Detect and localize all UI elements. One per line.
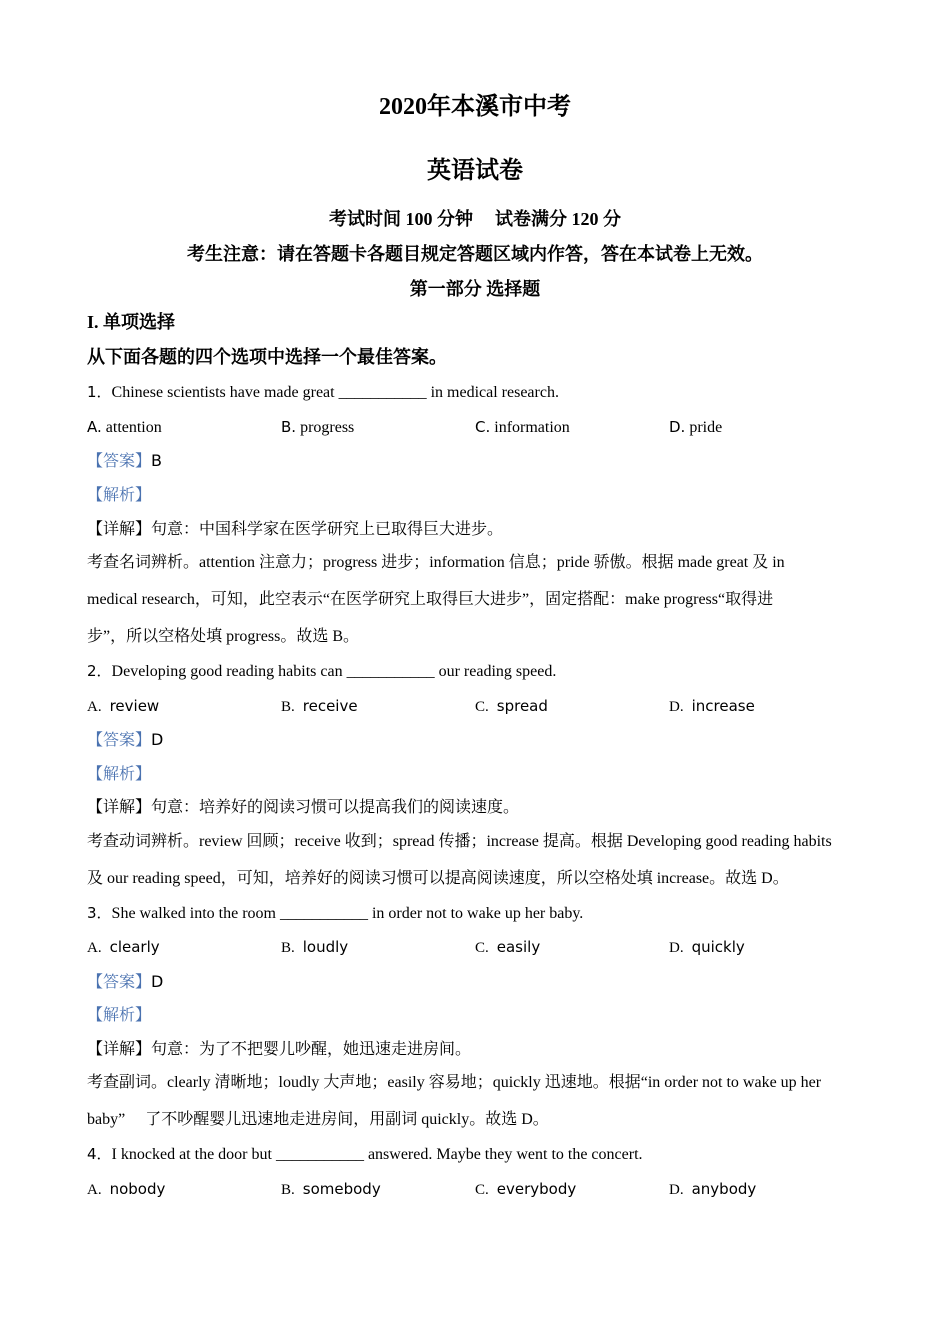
question-4-stem	[87, 1143, 643, 1166]
question-1-explanation-line: 考查名词辨析。attention 注意力；progress 进步；information 信息；pride 骄傲。根据 made great 及 in	[87, 554, 785, 571]
question-4-option-c[interactable]: C. everybody	[475, 1180, 577, 1198]
question-2-option-c[interactable]: C. spread	[475, 697, 548, 715]
question-1-option-a[interactable]: A. attention	[87, 418, 162, 436]
question-text: I knocked at the door but ___________ answered. Maybe they went to the concert.	[111, 1146, 643, 1163]
exam-notice: 考生注意：请在答题卡各题目规定答题区域内作答，答在本试卷上无效。	[187, 244, 763, 264]
question-3-detail: 【详解】句意：为了不把婴儿吵醒，她迅速走进房间。	[87, 1041, 472, 1058]
question-2-detail: 【详解】句意：培养好的阅读习惯可以提高我们的阅读速度。	[87, 799, 520, 816]
question-3-stem	[87, 902, 583, 925]
question-3-analysis-tag: 【解析】	[87, 1007, 152, 1024]
exam-title: 2020年本溪市中考	[379, 94, 571, 120]
question-1-option-d[interactable]: D. pride	[669, 418, 723, 436]
question-2-stem	[87, 660, 556, 683]
question-2-answer: 【答案】D	[87, 730, 164, 749]
question-number: 4．	[87, 1145, 112, 1163]
question-1-analysis-tag: 【解析】	[87, 487, 152, 504]
question-3-answer: 【答案】D	[87, 972, 164, 991]
question-3-option-d[interactable]: D. quickly	[669, 938, 745, 956]
question-number: 1．	[87, 383, 112, 401]
question-3-option-a[interactable]: A. clearly	[87, 938, 160, 956]
question-3-explanation-line: 考查副词。clearly 清晰地；loudly 大声地；easily 容易地；quickly 迅速地。根据“in order not to wake up her	[87, 1074, 822, 1091]
question-text: Developing good reading habits can ___________ our reading speed.	[111, 663, 557, 680]
part-heading: 第一部分 选择题	[409, 279, 541, 299]
question-text: Chinese scientists have made great ___________ in medical research.	[111, 384, 559, 401]
section-instruction: 从下面各题的四个选项中选择一个最佳答案。	[87, 347, 447, 367]
question-3-explanation-line: baby” 了不吵醒婴儿迅速地走进房间，用副词 quickly。故选 D。	[87, 1111, 549, 1128]
question-1-option-b[interactable]: B. progress	[281, 418, 355, 436]
question-1-explanation-line: 步”，所以空格处填 progress。故选 B。	[87, 628, 359, 645]
question-3-option-b[interactable]: B. loudly	[281, 938, 349, 956]
question-2-option-b[interactable]: B. receive	[281, 697, 358, 715]
question-text: She walked into the room ___________ in order not to wake up her baby.	[111, 905, 584, 922]
exam-score: 试卷满分 120 分	[495, 209, 621, 229]
question-2-explanation-line: 及 our reading speed，可知，培养好的阅读习惯可以提高阅读速度，所以空格处填 increase。故选 D。	[87, 870, 789, 887]
exam-time: 考试时间 100 分钟	[329, 209, 473, 229]
question-number: 3．	[87, 904, 112, 922]
exam-info	[0, 205, 950, 231]
question-1-stem	[87, 381, 559, 404]
question-2-analysis-tag: 【解析】	[87, 766, 152, 783]
question-4-option-b[interactable]: B. somebody	[281, 1180, 381, 1198]
question-3-option-c[interactable]: C. easily	[475, 938, 541, 956]
question-1-answer: 【答案】B	[87, 451, 162, 470]
question-2-explanation-line: 考查动词辨析。review 回顾；receive 收到；spread 传播；increase 提高。根据 Developing good reading habits	[87, 833, 832, 850]
question-1-option-c[interactable]: C. information	[475, 418, 570, 436]
question-1-detail: 【详解】句意：中国科学家在医学研究上已取得巨大进步。	[87, 521, 504, 538]
question-2-option-a[interactable]: A. review	[87, 697, 160, 715]
question-number: 2．	[87, 662, 112, 680]
question-1-explanation-line: medical research，可知，此空表示“在医学研究上取得巨大进步”，固定搭配：make progress“取得进	[87, 591, 774, 608]
question-4-option-a[interactable]: A. nobody	[87, 1180, 166, 1198]
question-4-option-d[interactable]: D. anybody	[669, 1180, 757, 1198]
question-2-option-d[interactable]: D. increase	[669, 697, 755, 715]
section-title: I. 单项选择	[87, 312, 176, 332]
exam-subtitle: 英语试卷	[427, 158, 523, 184]
